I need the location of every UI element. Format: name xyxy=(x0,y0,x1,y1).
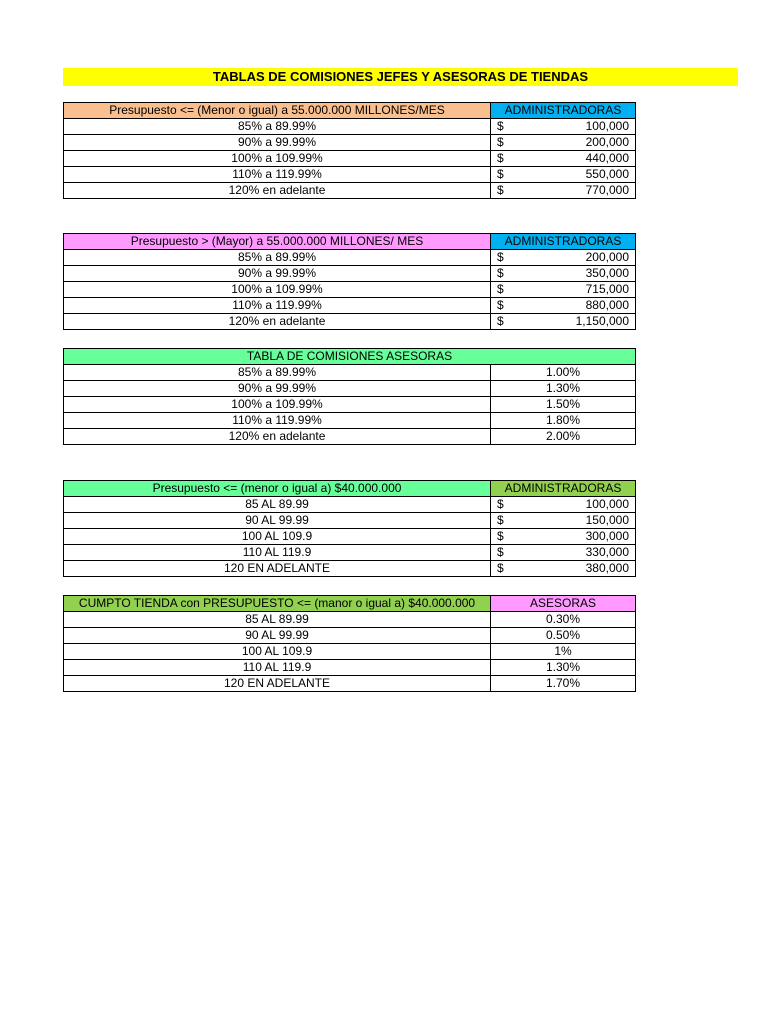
amount-value: 550,000 xyxy=(585,167,629,181)
range-cell: 85% a 89.99% xyxy=(64,365,491,381)
budget-header: Presupuesto <= (Menor o igual) a 55.000.000 MILLONES/MES xyxy=(64,103,491,119)
table-row xyxy=(64,135,636,151)
amount-value: 100,000 xyxy=(585,119,629,133)
amount-cell xyxy=(491,298,636,314)
table-row xyxy=(64,676,636,692)
table-row xyxy=(64,365,636,381)
amount-value: 300,000 xyxy=(585,529,629,543)
range-cell: 100 AL 109.9 xyxy=(64,529,491,545)
percent-cell: 1.00% xyxy=(491,365,636,381)
percent-cell: 1.80% xyxy=(491,413,636,429)
amount-value: 770,000 xyxy=(585,183,629,197)
amount-cell xyxy=(491,151,636,167)
currency-symbol: $ xyxy=(497,314,504,328)
range-cell: 120% en adelante xyxy=(64,183,491,199)
percent-cell: 1.50% xyxy=(491,397,636,413)
currency-symbol: $ xyxy=(497,135,504,149)
amount-value: 330,000 xyxy=(585,545,629,559)
table-header-row xyxy=(64,481,636,497)
range-cell: 120% en adelante xyxy=(64,314,491,330)
amount-value: 350,000 xyxy=(585,266,629,280)
range-cell: 100% a 109.99% xyxy=(64,282,491,298)
currency-symbol: $ xyxy=(497,529,504,543)
table-row xyxy=(64,183,636,199)
amount-value: 440,000 xyxy=(585,151,629,165)
percent-cell: 1% xyxy=(491,644,636,660)
amount-value: 100,000 xyxy=(585,497,629,511)
table-row xyxy=(64,151,636,167)
amount-cell xyxy=(491,135,636,151)
range-cell: 100% a 109.99% xyxy=(64,397,491,413)
table-row xyxy=(64,561,636,577)
table-row xyxy=(64,612,636,628)
amount-value: 1,150,000 xyxy=(575,314,629,328)
table-row xyxy=(64,314,636,330)
amount-value: 715,000 xyxy=(585,282,629,296)
budget-header: Presupuesto <= (menor o igual a) $40.000.000 xyxy=(64,481,491,497)
range-cell: 110 AL 119.9 xyxy=(64,660,491,676)
amount-value: 200,000 xyxy=(585,250,629,264)
percent-cell: 1.30% xyxy=(491,660,636,676)
range-cell: 85 AL 89.99 xyxy=(64,497,491,513)
table-row xyxy=(64,628,636,644)
table-header-row xyxy=(64,596,636,612)
amount-cell xyxy=(491,167,636,183)
range-cell: 110% a 119.99% xyxy=(64,413,491,429)
commission-table-asesoras xyxy=(63,348,636,445)
amount-cell xyxy=(491,250,636,266)
range-cell: 85 AL 89.99 xyxy=(64,612,491,628)
administradoras-header: ADMINISTRADORAS xyxy=(491,103,636,119)
range-cell: 110% a 119.99% xyxy=(64,167,491,183)
amount-cell xyxy=(491,545,636,561)
percent-cell: 1.30% xyxy=(491,381,636,397)
range-cell: 120 EN ADELANTE xyxy=(64,676,491,692)
table-row xyxy=(64,397,636,413)
currency-symbol: $ xyxy=(497,298,504,312)
range-cell: 90% a 99.99% xyxy=(64,135,491,151)
budget-header: Presupuesto > (Mayor) a 55.000.000 MILLONES/ MES xyxy=(64,234,491,250)
range-cell: 90% a 99.99% xyxy=(64,266,491,282)
table-row xyxy=(64,381,636,397)
amount-cell xyxy=(491,314,636,330)
percent-cell: 2.00% xyxy=(491,429,636,445)
range-cell: 85% a 89.99% xyxy=(64,250,491,266)
table-row xyxy=(64,644,636,660)
range-cell: 100 AL 109.9 xyxy=(64,644,491,660)
administradoras-header: ADMINISTRADORAS xyxy=(491,481,636,497)
amount-cell xyxy=(491,561,636,577)
amount-cell xyxy=(491,497,636,513)
table-row xyxy=(64,413,636,429)
commission-table-administradoras-le-55m xyxy=(63,102,636,199)
table-row xyxy=(64,298,636,314)
table-row xyxy=(64,250,636,266)
currency-symbol: $ xyxy=(497,266,504,280)
table-header-row xyxy=(64,234,636,250)
amount-cell xyxy=(491,513,636,529)
table-row xyxy=(64,119,636,135)
currency-symbol: $ xyxy=(497,545,504,559)
amount-cell xyxy=(491,266,636,282)
percent-cell: 1.70% xyxy=(491,676,636,692)
amount-value: 200,000 xyxy=(585,135,629,149)
commission-table-administradoras-gt-55m xyxy=(63,233,636,330)
table-row xyxy=(64,167,636,183)
table-row xyxy=(64,429,636,445)
currency-symbol: $ xyxy=(497,513,504,527)
asesoras-table-header: TABLA DE COMISIONES ASESORAS xyxy=(64,349,636,365)
amount-cell xyxy=(491,282,636,298)
table-header-row xyxy=(64,103,636,119)
table-header-row xyxy=(64,349,636,365)
range-cell: 90% a 99.99% xyxy=(64,381,491,397)
currency-symbol: $ xyxy=(497,561,504,575)
table-row xyxy=(64,282,636,298)
page-title: TABLAS DE COMISIONES JEFES Y ASESORAS DE TIENDAS xyxy=(63,68,738,86)
currency-symbol: $ xyxy=(497,282,504,296)
amount-value: 380,000 xyxy=(585,561,629,575)
currency-symbol: $ xyxy=(497,497,504,511)
amount-value: 150,000 xyxy=(585,513,629,527)
currency-symbol: $ xyxy=(497,167,504,181)
percent-cell: 0.50% xyxy=(491,628,636,644)
commission-table-administradoras-le-40m xyxy=(63,480,636,577)
range-cell: 110% a 119.99% xyxy=(64,298,491,314)
asesoras-header: ASESORAS xyxy=(491,596,636,612)
amount-cell xyxy=(491,529,636,545)
range-cell: 120% en adelante xyxy=(64,429,491,445)
table-row xyxy=(64,497,636,513)
percent-cell: 0.30% xyxy=(491,612,636,628)
commission-table-asesoras-le-40m xyxy=(63,595,636,692)
amount-value: 880,000 xyxy=(585,298,629,312)
table-row xyxy=(64,545,636,561)
currency-symbol: $ xyxy=(497,183,504,197)
range-cell: 90 AL 99.99 xyxy=(64,628,491,644)
table-row xyxy=(64,529,636,545)
amount-cell xyxy=(491,119,636,135)
range-cell: 120 EN ADELANTE xyxy=(64,561,491,577)
budget-header: CUMPTO TIENDA con PRESUPUESTO <= (manor o igual a) $40.000.000 xyxy=(64,596,491,612)
currency-symbol: $ xyxy=(497,119,504,133)
table-row xyxy=(64,660,636,676)
currency-symbol: $ xyxy=(497,250,504,264)
administradoras-header: ADMINISTRADORAS xyxy=(491,234,636,250)
table-row xyxy=(64,513,636,529)
currency-symbol: $ xyxy=(497,151,504,165)
range-cell: 110 AL 119.9 xyxy=(64,545,491,561)
table-row xyxy=(64,266,636,282)
range-cell: 100% a 109.99% xyxy=(64,151,491,167)
amount-cell xyxy=(491,183,636,199)
range-cell: 90 AL 99.99 xyxy=(64,513,491,529)
range-cell: 85% a 89.99% xyxy=(64,119,491,135)
